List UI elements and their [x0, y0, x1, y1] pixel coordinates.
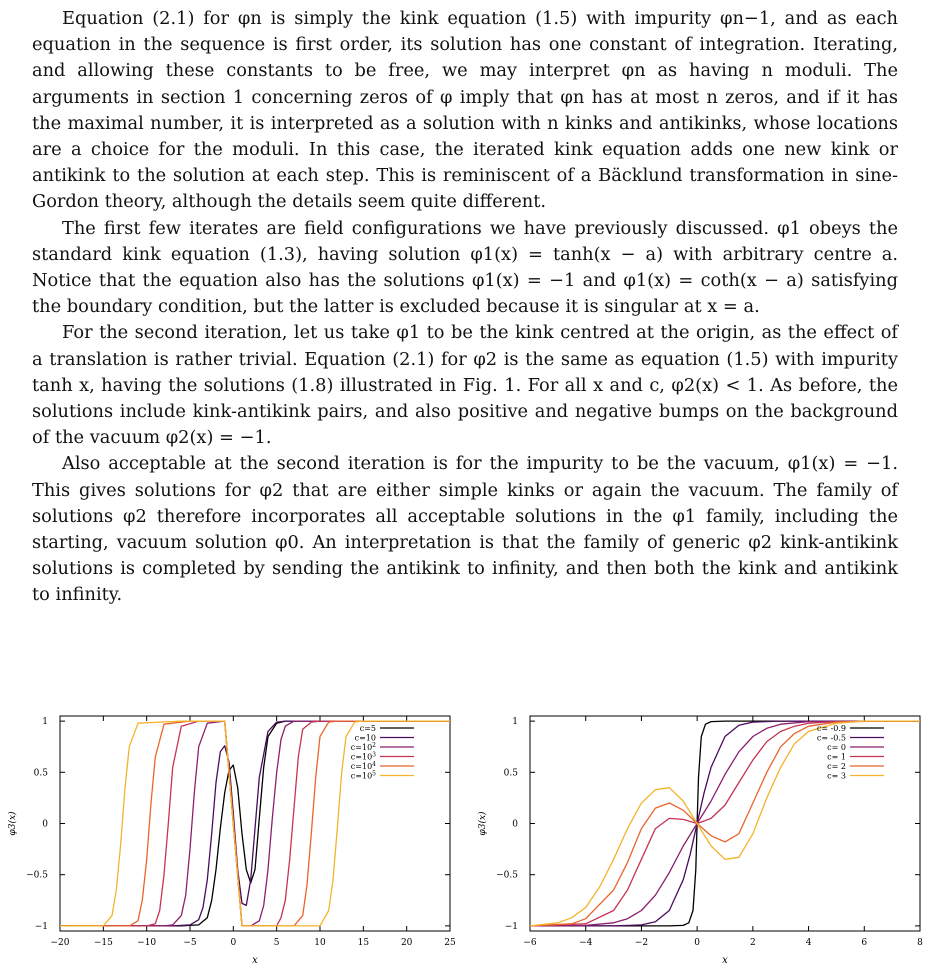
legend-text: c=10 [350, 752, 373, 762]
legend-text: c=10 [350, 771, 373, 781]
legend-label: c=10 [354, 733, 376, 743]
y-axis-label: φ3(x) [478, 811, 488, 836]
y-tick-label: 0 [512, 819, 518, 830]
y-tick-label: 1 [512, 717, 518, 728]
y-tick-label: −0.5 [26, 870, 48, 881]
x-tick-label: 20 [400, 938, 413, 948]
x-tick-label: −20 [50, 938, 70, 948]
plot-frame [530, 716, 920, 931]
y-tick-label: 0 [42, 819, 48, 830]
x-axis-label: x [722, 955, 728, 966]
legend-exponent: 2 [372, 742, 376, 749]
paragraph: The first few iterates are field configurations we have previously discussed. φ1 obeys the standard kink equation (1.3), having solution φ1(x) = tanh(x − a) with arbitrary centre a. Notice that the equation also has the solutions φ1(x) = −1 and φ1(x) = coth(x − a) satisfying the boundary condition, but the latter is excluded because it is singular at x = a. [32, 217, 898, 318]
y-axis-label: φ3(x) [8, 811, 18, 836]
series-line [530, 721, 920, 926]
x-tick-label: 15 [357, 938, 370, 948]
legend-label: c= -0.9 [816, 724, 846, 733]
legend-label: c= 3 [827, 771, 846, 781]
y-tick-label: 1 [42, 717, 48, 728]
x-tick-label: 2 [749, 938, 756, 948]
series-line [530, 721, 920, 926]
y-tick-label: −1 [504, 921, 518, 932]
x-tick-label: −5 [183, 938, 197, 948]
x-tick-label: 0 [230, 938, 237, 948]
legend-exponent: 3 [372, 751, 376, 759]
x-tick-label: 5 [273, 938, 280, 948]
figure-right-chart [470, 700, 930, 977]
legend-label [351, 742, 376, 752]
paragraph: Equation (2.1) for φn is simply the kink equation (1.5) with impurity φn−1, and as each equation in the sequence is first order, its solution has one constant of integration. Iterating, and allowing these constants to be free, we may interpret φn as having n moduli. The arguments in section 1 concerning zeros of φ imply that φn has at most n zeros, and if it has the maximal number, it is interpreted as a solution with n kinks and antikinks, whose locations are a choice for the moduli. In this case, the iterated kink equation adds one new kink or antikink to the solution at each step. This is reminiscent of a Bäcklund transformation in sine-Gordon theory, although the details seem quite different. [32, 8, 898, 213]
y-tick-label: −0.5 [496, 870, 518, 881]
x-tick-label: −2 [634, 938, 649, 948]
legend-text: c=10 [350, 762, 373, 771]
legend-label [351, 752, 376, 762]
x-tick-label: 8 [917, 938, 923, 948]
y-tick-label: −1 [34, 921, 48, 932]
legend-exponent: 5 [372, 770, 376, 778]
legend-label: c= 2 [827, 762, 846, 771]
legend-label: c= -0.5 [816, 733, 846, 743]
series-line [530, 721, 920, 926]
x-tick-label: −6 [523, 938, 537, 948]
x-tick-label: 6 [861, 938, 868, 948]
x-axis-label: x [252, 955, 258, 966]
legend-label: c= 0 [827, 743, 846, 752]
legend-label [351, 761, 376, 771]
y-tick-label: 0.5 [503, 768, 518, 779]
y-tick-label: 0.5 [33, 768, 48, 779]
series-line [530, 721, 920, 926]
figure-left-chart [0, 700, 460, 977]
x-tick-label: −10 [137, 938, 157, 948]
x-tick-label: −15 [93, 938, 113, 948]
legend-exponent: 4 [372, 761, 376, 768]
legend-text: c=10 [350, 743, 373, 752]
x-tick-label: 4 [805, 938, 812, 948]
x-tick-label: −4 [579, 938, 593, 948]
series-line [60, 721, 450, 926]
x-tick-label: 25 [444, 938, 456, 948]
body-text [32, 6, 898, 609]
x-tick-label: 0 [694, 938, 701, 948]
series-line [530, 721, 920, 926]
series-line [530, 721, 920, 926]
legend-label: c= 1 [827, 752, 846, 762]
x-tick-label: 10 [314, 938, 326, 948]
legend-label [351, 771, 376, 781]
paragraph: Also acceptable at the second iteration is for the impurity to be the vacuum, φ1(x) = −1. This gives solutions for φ2 that are either simple kinks or again the vacuum. The family of solutions φ2 therefore incorporates all acceptable solutions in the φ1 family, including the starting, vacuum solution φ0. An interpretation is that the family of generic φ2 kink-antikink solutions is completed by sending the antikink to infinity, and then both the kink and antikink to infinity. [32, 453, 898, 606]
legend-label: c=5 [359, 724, 376, 733]
paragraph: For the second iteration, let us take φ1 to be the kink centred at the origin, as the effect of a translation is rather trivial. Equation (2.1) for φ2 is the same as equation (1.5) with impurity tanh x, having the solutions (1.8) illustrated in Fig. 1. For all x and c, φ2(x) < 1. As before, the solutions include kink-antikink pairs, and also positive and negative bumps on the background of the vacuum φ2(x) = −1. [32, 322, 898, 449]
